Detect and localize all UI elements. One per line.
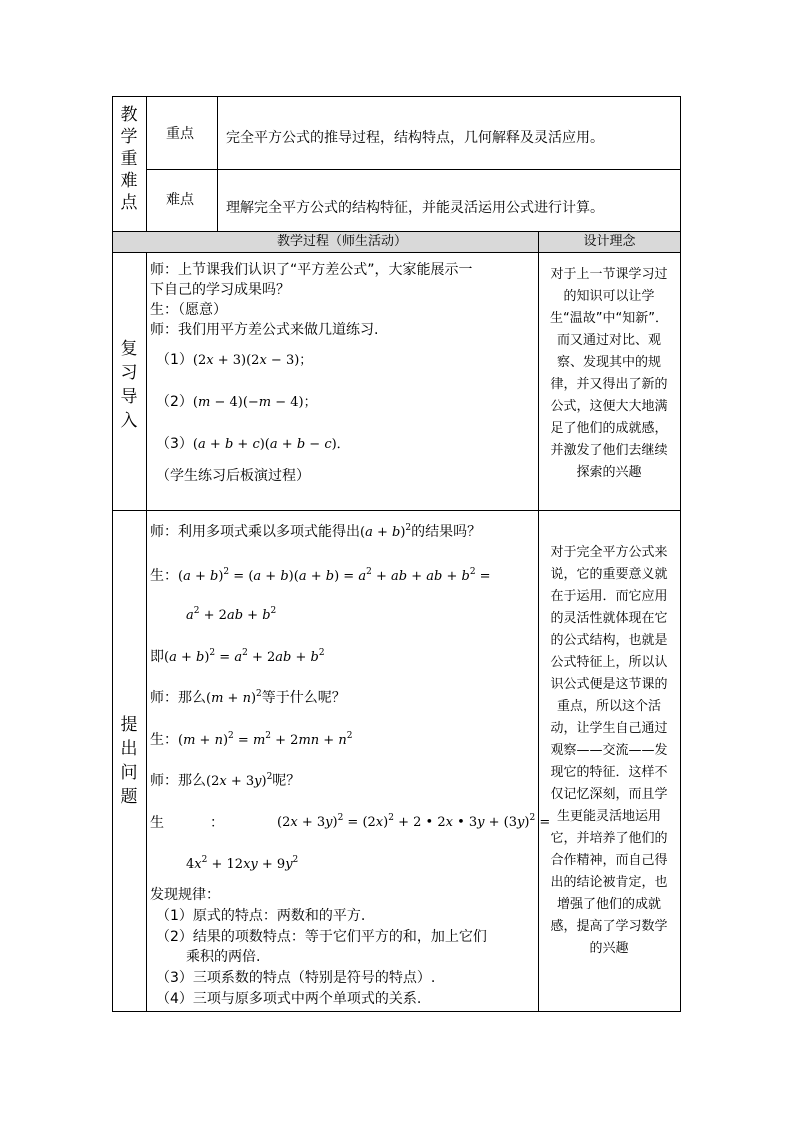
problem-question-1	[150, 522, 481, 543]
conclusion-1	[150, 647, 325, 668]
formula: $a^2 + 2ab + b^2$	[186, 606, 277, 623]
header-process: 教学过程（师生活动）	[276, 234, 407, 249]
speaker-label: 生：	[150, 732, 178, 748]
formula: $(a + b)^2 = (a + b)(a + b) = a^2$ + ab + ab + $b^2$ =	[178, 567, 491, 584]
difficulty-label: 难点	[166, 192, 194, 208]
rule-item: （1）原式的特点：两数和的平方.	[156, 908, 366, 924]
formula: $(m + n)^2 = m^2 + 2mn + n^2$	[178, 731, 353, 748]
section-title-review: 复习导入	[120, 339, 138, 431]
col-divider	[217, 96, 218, 231]
student-answer-1	[150, 566, 491, 587]
row-divider	[146, 169, 681, 170]
exercise-1	[156, 350, 312, 371]
review-design-concept: 对于上一节课学习过的知识可以让学生“温故”中“知新”．而又通过对比、观察、发现其中的规律，并又得出了新的公式，这便大大地满足了他们的成就感，并激发了他们去继续探索的兴趣	[550, 267, 668, 480]
key-point-text: 完全平方公式的推导过程，结构特点，几何解释及灵活应用。	[226, 130, 604, 146]
header-concept: 设计理念	[583, 234, 636, 249]
problem-question-2	[150, 688, 346, 709]
formula: $4x^2 + 12xy + 9y^2$	[186, 855, 299, 872]
student-answer-2	[150, 730, 352, 751]
student-label-3: 生	[150, 815, 164, 831]
question-text: 等于什么呢？	[261, 690, 346, 706]
formula: $(2x + 3y)^2 = (2x)^2 + 2$ • 2x • $3y + (3y)^2$ =	[277, 813, 551, 830]
question-text: 师：利用多项式乘以多项式能得出	[150, 524, 360, 540]
row-title-key-points: 教学重难点	[120, 105, 138, 213]
exercise-3	[156, 434, 350, 455]
speaker-label: 生：	[150, 568, 178, 584]
problem-question-3	[150, 771, 300, 792]
row-divider	[112, 252, 681, 253]
review-line: 下自己的学习成果吗？	[150, 282, 290, 298]
review-line: 生：（愿意）	[150, 302, 227, 318]
question-text: 的结果吗？	[411, 524, 482, 540]
problem-design-concept: 对于完全平方公式来说，它的重要意义就在于运用．而它应用的灵活性就体现在它的公式结构，也就是公式特征上，所以认识公式便是这节课的重点，所以这个活动，让学生自己通过观察——交流——发现它的特征．这样不仅记忆深刻，而且学生更能灵活地运用它，并培养了他们的合作精神，而自己得出的结论被肯定，也增强了他们的成就感，提高了学习数学的兴趣	[550, 545, 668, 956]
exercise-number: （3）	[156, 436, 193, 452]
formula: (2x + 3)(2x − 3)；	[192, 353, 313, 368]
exercise-number: （2）	[156, 394, 193, 410]
formula: $(2x + 3y)^2$	[206, 772, 273, 789]
conclusion-label: 即	[150, 649, 164, 665]
formula: $(a + b)^2 = a^2 + 2ab + b^2$	[164, 648, 325, 665]
question-text: 师：那么	[150, 773, 206, 789]
question-text: 师：那么	[150, 690, 206, 706]
col-divider	[146, 96, 147, 231]
difficulty-text: 理解完全平方公式的结构特征，并能灵活运用公式进行计算。	[226, 200, 604, 216]
exercise-2	[156, 392, 317, 413]
formula: $(m + n)^2$	[206, 689, 262, 706]
exercise-number: （1）	[156, 352, 193, 368]
rule-title: 发现规律：	[150, 887, 220, 903]
section-title-problem: 提出问题	[120, 715, 138, 807]
col-divider	[538, 231, 539, 1012]
col-divider	[146, 252, 147, 1012]
review-line: 师：我们用平方差公式来做几道练习.	[150, 322, 379, 338]
key-point-label: 重点	[166, 126, 194, 142]
rule-item: （3）三项系数的特点（特别是符号的特点）.	[156, 970, 436, 986]
formula: (a + b + c)(a + b − c)．	[192, 437, 350, 452]
student-colon-3: ：	[210, 815, 224, 831]
rule-item: 乘积的两倍.	[186, 949, 261, 965]
row-divider	[112, 510, 681, 511]
question-text: 呢？	[272, 773, 301, 789]
rule-item: （4）三项与原多项式中两个单项式的关系.	[156, 991, 422, 1007]
formula: $(a + b)^2$	[360, 523, 412, 540]
review-line: 师：上节课我们认识了“平方差公式”，大家能展示一	[150, 262, 473, 278]
formula: (m − 4)(−m − 4)；	[192, 395, 317, 410]
review-note: （学生练习后板演过程）	[156, 468, 310, 484]
rule-item: （2）结果的项数特点：等于它们平方的和，加上它们	[156, 929, 487, 945]
